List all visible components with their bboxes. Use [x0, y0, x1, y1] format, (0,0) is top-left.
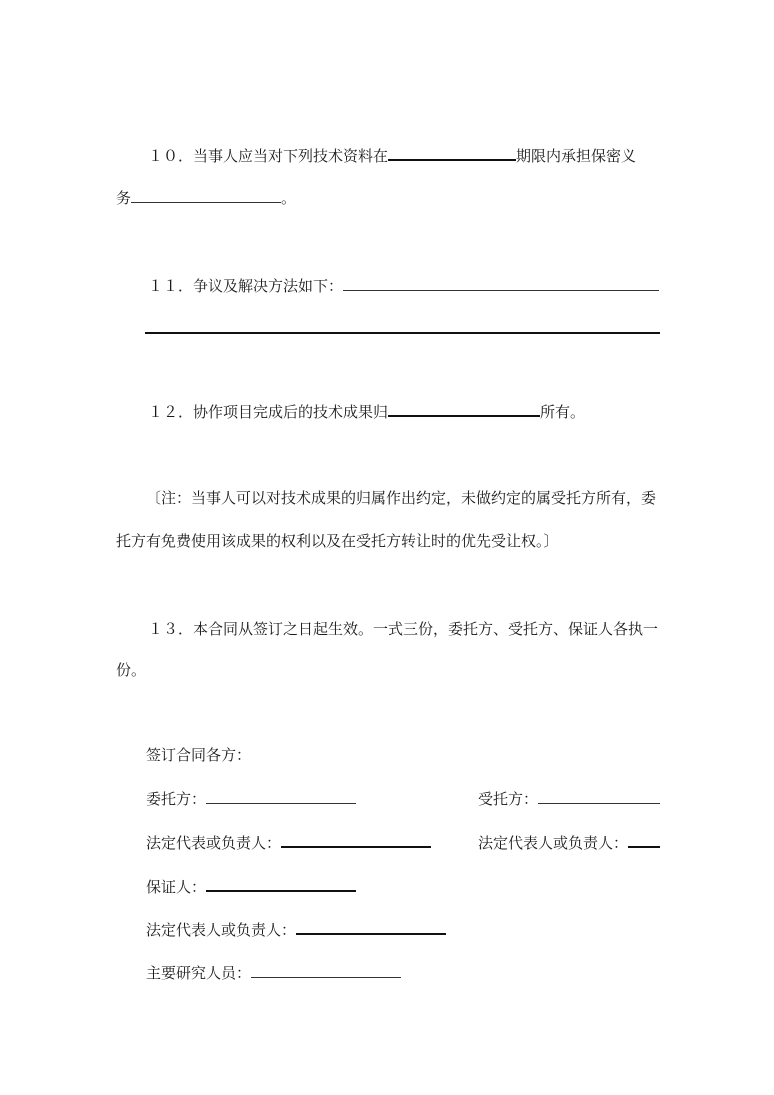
researchers-label: 主要研究人员：	[146, 964, 252, 982]
contractor-rep-label: 法定代表人或负责人：	[478, 834, 629, 852]
note-line-1: 〔注：当事人可以对技术成果的归属作出约定，未做约定的属受托方所有，委	[146, 489, 657, 507]
clause-11-line	[148, 276, 659, 296]
client-rep-label: 法定代表或负责人：	[146, 834, 282, 852]
client-signature-row	[146, 789, 356, 809]
clause-10-line-2	[116, 188, 296, 208]
client-rep-signature-field[interactable]	[281, 845, 431, 848]
contractor-signature-field[interactable]	[538, 802, 660, 804]
guarantor-signature-field[interactable]	[206, 889, 356, 892]
clause-10-period: 。	[281, 189, 297, 207]
clause-10-text-end: 期限内承担保密义	[516, 147, 637, 165]
signature-heading: 签订合同各方：	[146, 746, 252, 764]
guarantor-row	[146, 877, 356, 897]
clause-12-text-start: １２．协作项目完成后的技术成果归	[148, 403, 389, 421]
note-line-2: 托方有免费使用该成果的权利以及在受托方转让时的优先受让权。〕	[116, 532, 559, 550]
clause-10-line-1	[148, 146, 636, 166]
confidentiality-obligation-blank[interactable]	[131, 201, 281, 203]
guarantor-label: 保证人：	[146, 878, 207, 896]
researchers-row	[146, 963, 401, 983]
confidentiality-period-blank[interactable]	[388, 158, 516, 161]
client-label: 委托方：	[146, 790, 207, 808]
client-signature-field[interactable]	[206, 802, 356, 804]
guarantor-rep-row	[146, 920, 446, 940]
clause-11-text: １１．争议及解决方法如下：	[148, 277, 344, 295]
contractor-rep-signature-field[interactable]	[628, 845, 660, 848]
clause-13-line-2: 份。	[116, 661, 147, 679]
contractor-rep-row	[478, 833, 660, 853]
clause-12-text-end: 所有。	[540, 403, 586, 421]
dispute-resolution-blank-continued[interactable]	[145, 332, 660, 334]
client-rep-row	[146, 833, 431, 853]
clause-10-text-start: １０．当事人应当对下列技术资料在	[148, 147, 389, 165]
ownership-blank[interactable]	[388, 414, 540, 417]
guarantor-rep-signature-field[interactable]	[296, 932, 446, 935]
dispute-resolution-blank[interactable]	[343, 289, 659, 291]
contractor-signature-row	[478, 789, 660, 809]
guarantor-rep-label: 法定代表人或负责人：	[146, 921, 297, 939]
researchers-field[interactable]	[251, 976, 401, 978]
clause-12-line	[148, 402, 585, 422]
clause-10-continuation: 务	[116, 189, 132, 207]
clause-13-line-1: １３．本合同从签订之日起生效。一式三份，委托方、受托方、保证人各执一	[148, 620, 659, 638]
contractor-label: 受托方：	[478, 790, 539, 808]
